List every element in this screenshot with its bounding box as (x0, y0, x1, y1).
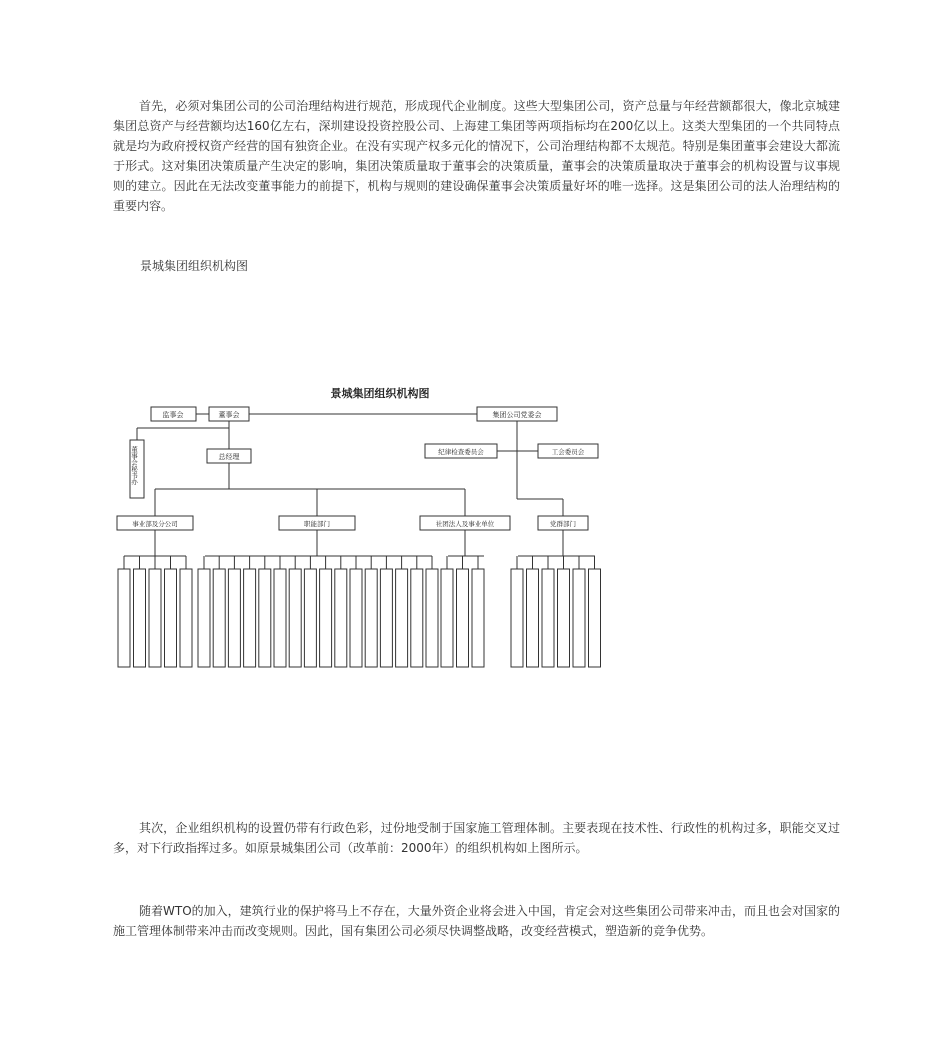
sub-department-box (558, 569, 570, 667)
intro-paragraph: 首先，必须对集团公司的公司治理结构进行规范，形成现代企业制度。这些大型集团公司，资产总量与年经营额都很大，像北京城建集团总资产与经营额均达160亿左右，深圳建设投资控股公司、上海建工集团等两项指标均在200亿以上。这类大型集团的一个共同特点就是均为政府授权资产经营的国有独资企业。在没有实现产权多元化的情况下，公司治理结构都不太规范。特别是集团董事会建设大都流于形式。这对集团决策质量产生决定的影响，集团决策质量取于董事会的决策质量，董事会的决策质量取决于董事会的机构设置与议事规则的建立。因此在无法改变董事能力的前提下，机构与规则的建设确保董事会决策质量好坏的唯一选择。这是集团公司的法人治理结构的重要内容。 (113, 99, 840, 213)
sub-department-box (396, 569, 408, 667)
supervisory-board-label: 监事会 (162, 411, 184, 419)
general-manager-label: 总经理 (218, 453, 240, 461)
board-office-label: 董事会秘书办 (130, 446, 138, 485)
sub-department-box (511, 569, 523, 667)
union-committee-label: 工会委员会 (551, 448, 585, 456)
sub-department-box (472, 569, 484, 667)
sub-department-box (165, 569, 177, 667)
sub-department-box (244, 569, 256, 667)
sub-department-box (441, 569, 453, 667)
sub-department-box (180, 569, 192, 667)
business-units-label: 事业部及分公司 (132, 520, 178, 528)
board-label: 董事会 (218, 411, 240, 419)
sub-department-box (380, 569, 392, 667)
sub-department-box (274, 569, 286, 667)
sub-department-box (259, 569, 271, 667)
sub-department-box (457, 569, 469, 667)
sub-department-box (134, 569, 146, 667)
sub-department-box (304, 569, 316, 667)
sub-department-box (527, 569, 539, 667)
sub-department-box (149, 569, 161, 667)
sub-department-box (213, 569, 225, 667)
social-units-label: 社团法人及事业单位 (435, 520, 495, 528)
party-depts-label: 党群部门 (550, 520, 576, 528)
sub-department-box (573, 569, 585, 667)
sub-department-box (320, 569, 332, 667)
sub-department-box (198, 569, 210, 667)
sub-department-box (289, 569, 301, 667)
sub-department-box (411, 569, 423, 667)
party-committee-label: 集团公司党委会 (492, 411, 542, 419)
sub-department-box (365, 569, 377, 667)
figure-caption: 景城集团组织机构图 (140, 259, 249, 273)
sub-department-box (335, 569, 347, 667)
third-paragraph: 随着WTO的加入，建筑行业的保护将马上不存在，大量外资企业将会进入中国，肯定会对这些集团公司带来冲击，而且也会对国家的施工管理体制带来冲击而改变规则。因此，国有集团公司必须尽快调整战略，改变经营模式，塑造新的竞争优势。 (113, 904, 840, 938)
discipline-committee-label: 纪律检查委员会 (438, 448, 484, 456)
sub-department-box (542, 569, 554, 667)
sub-department-box (589, 569, 601, 667)
sub-department-box (350, 569, 362, 667)
sub-department-box (426, 569, 438, 667)
functional-depts-label: 职能部门 (304, 520, 330, 528)
second-paragraph: 其次，企业组织机构的设置仍带有行政色彩，过份地受制于国家施工管理体制。主要表现在技术性、行政性的机构过多，职能交叉过多，对下行政指挥过多。如原景城集团公司（改革前：2000年）的组织机构如上图所示。 (113, 821, 840, 855)
sub-department-boxes (118, 556, 601, 667)
sub-department-box (228, 569, 240, 667)
sub-department-box (118, 569, 130, 667)
org-chart-title: 景城集团组织机构图 (330, 387, 430, 400)
